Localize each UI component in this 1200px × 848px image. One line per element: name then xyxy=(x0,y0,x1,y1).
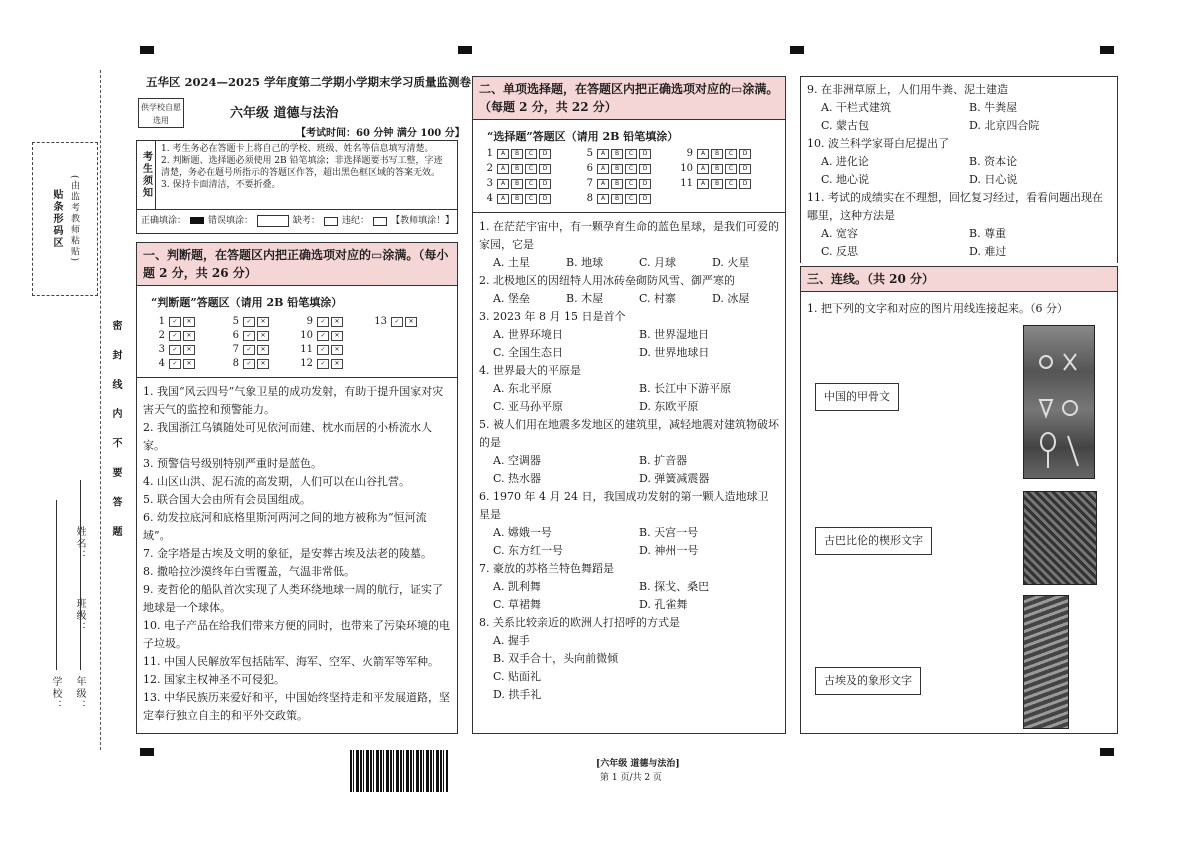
choice-options xyxy=(807,99,1111,135)
choice-question: 3. 2023 年 8 月 15 日是首个 xyxy=(479,310,626,323)
answer-row[interactable]: 12 ✓ ✕ xyxy=(299,358,373,369)
answer-row[interactable]: 8 A B C D xyxy=(579,193,679,204)
grade-label: 年级： xyxy=(74,676,85,712)
label-oracle-bone[interactable]: 中国的甲骨文 xyxy=(815,383,899,411)
option: C. 蒙古包 xyxy=(821,119,870,132)
seal-line xyxy=(100,70,102,750)
label-cuneiform[interactable]: 古巴比伦的楔形文字 xyxy=(815,527,932,555)
notice-item: 2. 判断题、选择题必须使用 2B 铅笔填涂；非选择题要书写工整，字迹清楚，务必在题号所指示的答题区作答，超出黑色框区域的答案无效。 xyxy=(161,156,443,178)
barcode-area xyxy=(32,142,98,296)
choice-answer-grid[interactable] xyxy=(473,148,785,212)
answer-row[interactable]: 11 A B C D xyxy=(679,178,779,189)
answer-row[interactable]: 3 ✓ ✕ xyxy=(151,344,225,355)
choice-question: 1. 在茫茫宇宙中，有一颗孕育生命的蓝色星球，是我们可爱的家园，它是 xyxy=(479,220,779,251)
choice-question: 9. 在非洲草原上，人们用牛粪、泥土建造 xyxy=(807,83,1008,96)
section-3-box xyxy=(800,266,1118,734)
answer-row[interactable]: 7 A B C D xyxy=(579,178,679,189)
answer-row[interactable]: 2 A B C D xyxy=(479,163,579,174)
registration-mark xyxy=(140,46,154,54)
answer-row[interactable]: 2 ✓ ✕ xyxy=(151,330,225,341)
option: D. 世界地球日 xyxy=(639,346,710,359)
barcode-area-label: 贴条形码区 xyxy=(51,189,62,249)
option: A. 进化论 xyxy=(821,155,869,168)
judgement-question: 10. 电子产品在给我们带来方便的同时，也带来了污染环境的电子垃圾。 xyxy=(143,619,450,650)
judgement-question: 8. 撒哈拉沙漠终年白雪覆盖，气温非常低。 xyxy=(143,565,355,578)
option: B. 扩音器 xyxy=(639,454,688,467)
name-label: 姓名： xyxy=(74,526,85,562)
hieroglyph-symbols-icon xyxy=(1024,326,1094,478)
choice-options xyxy=(807,153,1111,189)
option: B. 世界湿地日 xyxy=(639,328,710,341)
answer-row[interactable]: 4 A B C D xyxy=(479,193,579,204)
option: A. 凯利舞 xyxy=(493,580,541,593)
section-1-answer-area: “判断题”答题区（请用 2B 铅笔填涂） xyxy=(151,296,343,309)
wrong-fill-sample xyxy=(257,215,289,227)
violation-label: 违纪： xyxy=(342,216,370,226)
registration-mark xyxy=(1100,46,1114,54)
option: D. 拱手礼 xyxy=(493,688,542,701)
option: C. 贴面礼 xyxy=(493,670,542,683)
judgement-question: 2. 我国浙江乌镇随处可见依河而建、枕水而居的小桥流水人家。 xyxy=(143,421,432,452)
registration-mark xyxy=(1100,748,1114,756)
answer-row[interactable]: 7 ✓ ✕ xyxy=(225,344,299,355)
option: C. 村寨 xyxy=(639,292,677,305)
answer-row[interactable]: 3 A B C D xyxy=(479,178,579,189)
answer-row[interactable]: 1 A B C D xyxy=(479,148,579,159)
choice-question: 4. 世界最大的平原是 xyxy=(479,364,581,377)
notice-item: 3. 保持卡面清洁，不要折叠。 xyxy=(161,180,281,190)
section-1-box xyxy=(136,242,458,734)
label-hieroglyphs[interactable]: 古埃及的象形文字 xyxy=(815,667,921,695)
option: A. 东北平原 xyxy=(493,382,552,395)
optional-tag xyxy=(138,98,184,128)
judgement-question: 13. 中华民族历来爱好和平，中国始终坚持走和平发展道路，坚定奉行独立自主的和平外交政策。 xyxy=(143,691,450,722)
judgement-question: 4. 山区山洪、泥石流的高发期，人们可以在山谷扎营。 xyxy=(143,475,410,488)
choice-options xyxy=(479,578,779,614)
option: C. 地心说 xyxy=(821,173,870,186)
choice-options xyxy=(479,452,779,488)
student-info xyxy=(44,480,100,730)
notice-side-label: 考生须知 xyxy=(140,151,152,199)
answer-row[interactable]: 13 ✓ ✕ xyxy=(373,316,447,327)
page-number: 第 1 页/共 2 页 xyxy=(600,773,662,783)
class-label: 班级： xyxy=(74,598,85,634)
oracle-bone-image[interactable] xyxy=(1023,595,1069,729)
choice-question: 2. 北极地区的因纽特人用冰砖垒砌防风雪、御严寒的 xyxy=(479,274,735,287)
option: C. 全国生态日 xyxy=(493,346,564,359)
option: D. 弹簧减震器 xyxy=(639,472,710,485)
choice-question: 7. 豪放的苏格兰特色舞蹈是 xyxy=(479,562,614,575)
option: B. 资本论 xyxy=(969,155,1018,168)
option: B. 探戈、桑巴 xyxy=(639,580,710,593)
option: D. 北京四合院 xyxy=(969,119,1040,132)
answer-row[interactable]: 8 ✓ ✕ xyxy=(225,358,299,369)
registration-mark xyxy=(458,46,472,54)
barcode-icon xyxy=(350,750,448,792)
choice-question: 6. 1970 年 4 月 24 日，我国成功发射的第一颗人造地球卫星是 xyxy=(479,490,769,521)
notice-items xyxy=(161,143,451,191)
judgement-question: 12. 国家主权神圣不可侵犯。 xyxy=(143,673,285,686)
section-1-title: 一、判断题，在答题区内把正确选项对应的▭涂满。（每小题 2 分，共 26 分） xyxy=(137,243,457,286)
option: A. 空调器 xyxy=(493,454,541,467)
option: A. 握手 xyxy=(493,634,530,647)
section-2-title: 二、单项选择题，在答题区内把正确选项对应的▭涂满。（每题 2 分，共 22 分） xyxy=(473,77,785,120)
option: C. 反思 xyxy=(821,245,859,258)
option: B. 长江中下游平原 xyxy=(639,382,732,395)
school-label: 学校： xyxy=(50,676,61,712)
right-questions xyxy=(801,77,1117,261)
correct-fill-sample xyxy=(190,217,204,224)
choice-options xyxy=(479,524,779,560)
answer-row[interactable]: 10 A B C D xyxy=(679,163,779,174)
option: D. 孔雀舞 xyxy=(639,598,688,611)
info-line[interactable] xyxy=(80,480,81,670)
school-line xyxy=(56,500,57,670)
option: C. 月球 xyxy=(639,256,677,269)
judgement-question: 1. 我国“风云四号”气象卫星的成功发射，有助于提升国家对灾害天气的监控和预警能力。 xyxy=(143,385,444,416)
notice-item: 1. 考生务必在答题卡上将自己的学校、班级、姓名等信息填写清楚。 xyxy=(161,144,434,154)
option: A. 世界环境日 xyxy=(493,328,563,341)
section-3-title: 三、连线。（共 20 分） xyxy=(801,267,1117,292)
section-2-answer-area: “选择题”答题区（请用 2B 铅笔填涂） xyxy=(487,130,679,143)
judgement-question: 7. 金字塔是古埃及文明的象征，是安葬古埃及法老的陵墓。 xyxy=(143,547,432,560)
option: D. 火星 xyxy=(712,256,750,269)
notice-box xyxy=(136,140,458,234)
exam-title: 五华区 2024—2025 学年度第二学期小学期末学习质量监测卷 xyxy=(146,75,472,89)
judgement-question: 9. 麦哲伦的船队首次实现了人类环绕地球一周的航行，证实了地球是一个球体。 xyxy=(143,583,443,614)
absent-label: 缺考： xyxy=(293,216,321,226)
option: B. 尊重 xyxy=(969,227,1007,240)
answer-row[interactable]: 6 A B C D xyxy=(579,163,679,174)
section-3-instruction: 1. 把下列的文字和对应的图片用线连接起来。（6 分） xyxy=(807,302,1068,315)
section-2-box xyxy=(472,76,786,734)
option: B. 天宫一号 xyxy=(639,526,699,539)
choice-question: 8. 关系比较亲近的欧洲人打招呼的方式是 xyxy=(479,616,680,629)
fill-examples-row xyxy=(137,209,457,231)
option: B. 木屋 xyxy=(566,292,604,305)
choice-options xyxy=(479,632,779,704)
teacher-note: 【教师填涂！】 xyxy=(391,216,455,226)
option: C. 草裙舞 xyxy=(493,598,542,611)
option: C. 亚马孙平原 xyxy=(493,400,564,413)
answer-row[interactable]: 4 ✓ ✕ xyxy=(151,358,225,369)
judgement-question: 5. 联合国大会由所有会员国组成。 xyxy=(143,493,311,506)
option: A. 宽容 xyxy=(821,227,858,240)
optional-tag-text: 供学校自愿选用 xyxy=(141,103,181,125)
answer-row[interactable]: 11 ✓ ✕ xyxy=(299,344,373,355)
answer-row[interactable]: 9 ✓ ✕ xyxy=(299,316,373,327)
answer-row[interactable]: 5 A B C D xyxy=(579,148,679,159)
registration-mark xyxy=(140,748,154,756)
footer-subject: [六年级 道德与法治] xyxy=(596,759,680,769)
answer-row[interactable]: 10 ✓ ✕ xyxy=(299,330,373,341)
option: D. 神州一号 xyxy=(639,544,699,557)
choice-options xyxy=(479,254,779,272)
option: B. 牛粪屋 xyxy=(969,101,1018,114)
hieroglyph-image[interactable] xyxy=(1023,325,1095,479)
exam-info: 【考试时间：60 分钟 满分 100 分】 xyxy=(296,128,465,139)
seal-line-text: 密 封 线 内 不 要 答 题 xyxy=(110,320,121,545)
choice-question: 5. 被人们用在地震多发地区的建筑里，减轻地震对建筑物破坏的是 xyxy=(479,418,779,449)
option: B. 双手合十，头向前微倾 xyxy=(493,652,619,665)
right-questions-box xyxy=(800,76,1118,263)
choice-options xyxy=(479,326,779,362)
answer-row[interactable]: 1 ✓ ✕ xyxy=(151,316,225,327)
judgement-question: 3. 预警信号级别特别严重时是蓝色。 xyxy=(143,457,322,470)
registration-mark xyxy=(790,46,804,54)
violation-box[interactable] xyxy=(373,217,387,226)
choice-options xyxy=(807,225,1111,261)
answer-row[interactable]: 6 ✓ ✕ xyxy=(225,330,299,341)
option: D. 冰屋 xyxy=(712,292,750,305)
option: A. 嫦娥一号 xyxy=(493,526,552,539)
wrong-fill-label: 错误填涂： xyxy=(208,216,254,226)
choice-options xyxy=(479,290,779,308)
absent-box[interactable] xyxy=(324,217,338,226)
judgement-answer-grid[interactable] xyxy=(137,316,457,377)
choice-options xyxy=(479,380,779,416)
section-1-questions xyxy=(137,377,457,725)
cuneiform-image[interactable] xyxy=(1023,491,1097,585)
notice-side xyxy=(137,141,156,209)
option: D. 日心说 xyxy=(969,173,1018,186)
option: D. 东欧平原 xyxy=(639,400,699,413)
option: C. 东方红一号 xyxy=(493,544,564,557)
option: B. 地球 xyxy=(566,256,604,269)
judgement-question: 6. 幼发拉底河和底格里斯河两河之间的地方被称为“恒河流域”。 xyxy=(143,511,427,542)
option: A. 堡垒 xyxy=(493,292,530,305)
option: A. 干栏式建筑 xyxy=(821,101,891,114)
barcode-note: (由监考教师粘贴) xyxy=(69,174,79,264)
judgement-question: 11. 中国人民解放军包括陆军、海军、空军、火箭军等军种。 xyxy=(143,655,439,668)
choice-question: 10. 波兰科学家哥白尼提出了 xyxy=(807,137,949,150)
correct-fill-label: 正确填涂： xyxy=(141,216,187,226)
choice-question: 11. 考试的成绩实在不理想，回忆复习经过，看看问题出现在哪里，这种方法是 xyxy=(807,191,1103,222)
subject-title: 六年级 道德与法治 xyxy=(230,106,339,121)
section-2-questions xyxy=(473,212,785,704)
option: C. 热水器 xyxy=(493,472,542,485)
option: D. 难过 xyxy=(969,245,1007,258)
answer-row[interactable]: 9 A B C D xyxy=(679,148,779,159)
answer-row[interactable]: 5 ✓ ✕ xyxy=(225,316,299,327)
option: A. 土星 xyxy=(493,256,530,269)
